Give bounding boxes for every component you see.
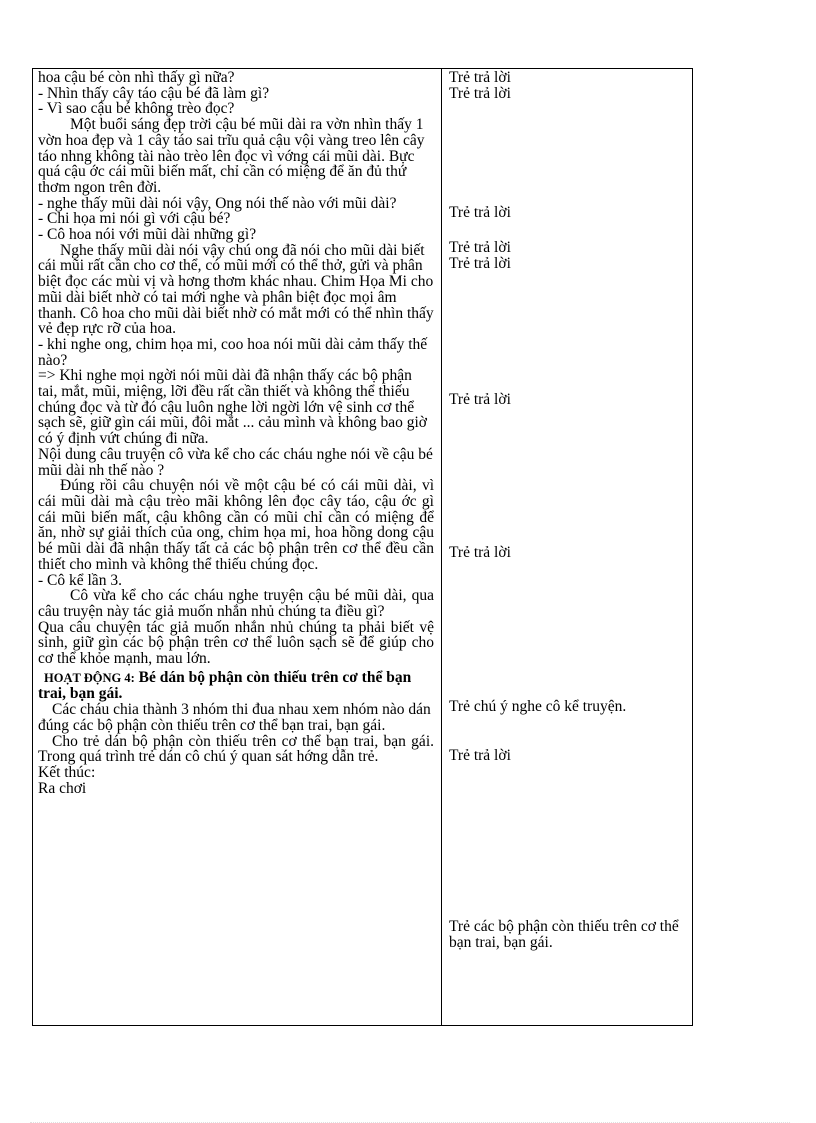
child-response: Trẻ trả lời [449, 391, 511, 408]
paragraph: - khi nghe ong, chim họa mi, coo hoa nói mũi dài cảm thấy thế nào? [38, 335, 428, 369]
child-response: Trẻ trả lời [449, 85, 511, 102]
paragraph: Các cháu chia thành 3 nhóm thi đua nhau xem nhóm nào dán đúng các bộ phận còn thiếu trên cơ thể bạn trai, bạn gái. [38, 701, 431, 734]
paragraph: - nghe thấy mũi dài nói vậy, Ong nói thế nào với mũi dài? [38, 194, 397, 212]
paragraph: Một buổi sáng đẹp trời cậu bé mũi dài ra vờn nhìn thấy 1 vờn hoa đẹp và 1 cây táo sai trĩu quả cậu vội vàng treo lên cây táo nhng không tài nào trèo lên đọc vì vớng cái mũi dài. Bực quá cậu ớc cái mũi biến mất, chỉ cần có miệng để ăn đủ thứ thơm ngon trên đời. [38, 116, 425, 196]
activity-heading-label: HOẠT ĐỘNG 4: [44, 670, 135, 685]
child-response: Trẻ trả lời [449, 204, 511, 221]
paragraph: - Nhìn thấy cây táo cậu bé đã làm gì? [38, 84, 270, 102]
paragraph: - Cô hoa nói với mũi dài những gì? [38, 226, 257, 244]
paragraph: - Vì sao cậu bé không trèo đọc? [38, 100, 235, 118]
paragraph: hoa cậu bé còn nhì thấy gì nữa? [38, 69, 235, 86]
child-response: Trẻ trả lời [449, 255, 511, 272]
paragraph: - Chi họa mi nói gì với cậu bé? [38, 210, 231, 228]
paragraph: => Khi nghe mọi ngời nói mũi dài đã nhận thấy các bộ phận tai, mắt, mũi, miệng, lỡi đều rất cần thiết và không thể thiếu chúng đọc và từ đó cậu luôn nghe lời ngời lớn vệ sinh cơ thể sạch sẽ, giữ gìn cái mũi, đôi mắt ... cảu mình và không bao giờ có ý định vứt chúng đi nữa. [38, 367, 427, 448]
child-response: Trẻ chú ý nghe cô kể truyện. [449, 698, 627, 715]
child-response: Trẻ các bộ phận còn thiếu trên cơ thể bạn trai, bạn gái. [449, 918, 679, 951]
paragraph: Ra chơi [38, 779, 87, 797]
paragraph: Kết thúc: [38, 763, 96, 781]
teacher-activity-column [38, 70, 434, 796]
activity-heading [38, 670, 434, 702]
column-divider [441, 68, 442, 1026]
paragraph: - Cô kể lần 3. [38, 571, 122, 589]
paragraph: Nghe thấy mũi dài nói vậy chú ong đã nói cho mũi dài biết cái mũi rất cần cho cơ thể, có mũi mới có thể thở, gửi và phân biệt đọc các mùi vị và hơng thơm khác nhau. Chim Họa Mi cho mũi dài biết nhờ có tai mới nghe và phân biệt đọc mọi âm thanh. Cô hoa cho mũi dài biết nhờ có mắt mới có thể nhìn thấy vẻ đẹp rực rỡ của hoa. [38, 241, 434, 338]
paragraph: Nội dung câu truyện cô vừa kể cho các cháu nghe nói về cậu bé mũi dài nh thế nào ? [38, 445, 433, 479]
child-response: Trẻ trả lời [449, 69, 511, 86]
paragraph: Cho trẻ dán bộ phận còn thiếu trên cơ thể bạn trai, bạn gái. Trong quá trình trẻ dán cô chú ý quan sát hớng dẫn trẻ. [38, 732, 434, 766]
activity-heading-text: Bé dán bộ phận còn thiếu trên cơ thể bạn trai, bạn gái. [38, 668, 412, 703]
child-response: Trẻ trả lời [449, 239, 511, 256]
child-response: Trẻ trả lời [449, 544, 511, 561]
child-response: Trẻ trả lời [449, 747, 511, 764]
paragraph: Cô vừa kể cho các cháu nghe truyện cậu bé mũi dài, qua câu truyện này tác giả muốn nhắn nhủ chúng ta điều gì? [38, 587, 434, 620]
paragraph: Qua câu chuyện tác giả muốn nhắn nhủ chúng ta phải biết vệ sinh, giữ gìn các bộ phận trên cơ thể luôn sạch sẽ để giúp cho cơ thể khỏe mạnh, mau lớn. [38, 618, 434, 668]
paragraph: Đúng rồi câu chuyện nói về một cậu bé có cái mũi dài, vì cái mũi dài mà cậu trèo mãi không lên đọc cây táo, cậu ớc gì cái mũi biến mất, cậu không cần có mũi chỉ cần có miệng để ăn, nhờ sự giải thích của ong, chim họa mi, hoa hồng dong cậu bé mũi dài đã nhận thấy tất cả các bộ phận trên cơ thể đều cần thiết cho mình và không thể thiếu chúng đọc. [38, 477, 434, 573]
